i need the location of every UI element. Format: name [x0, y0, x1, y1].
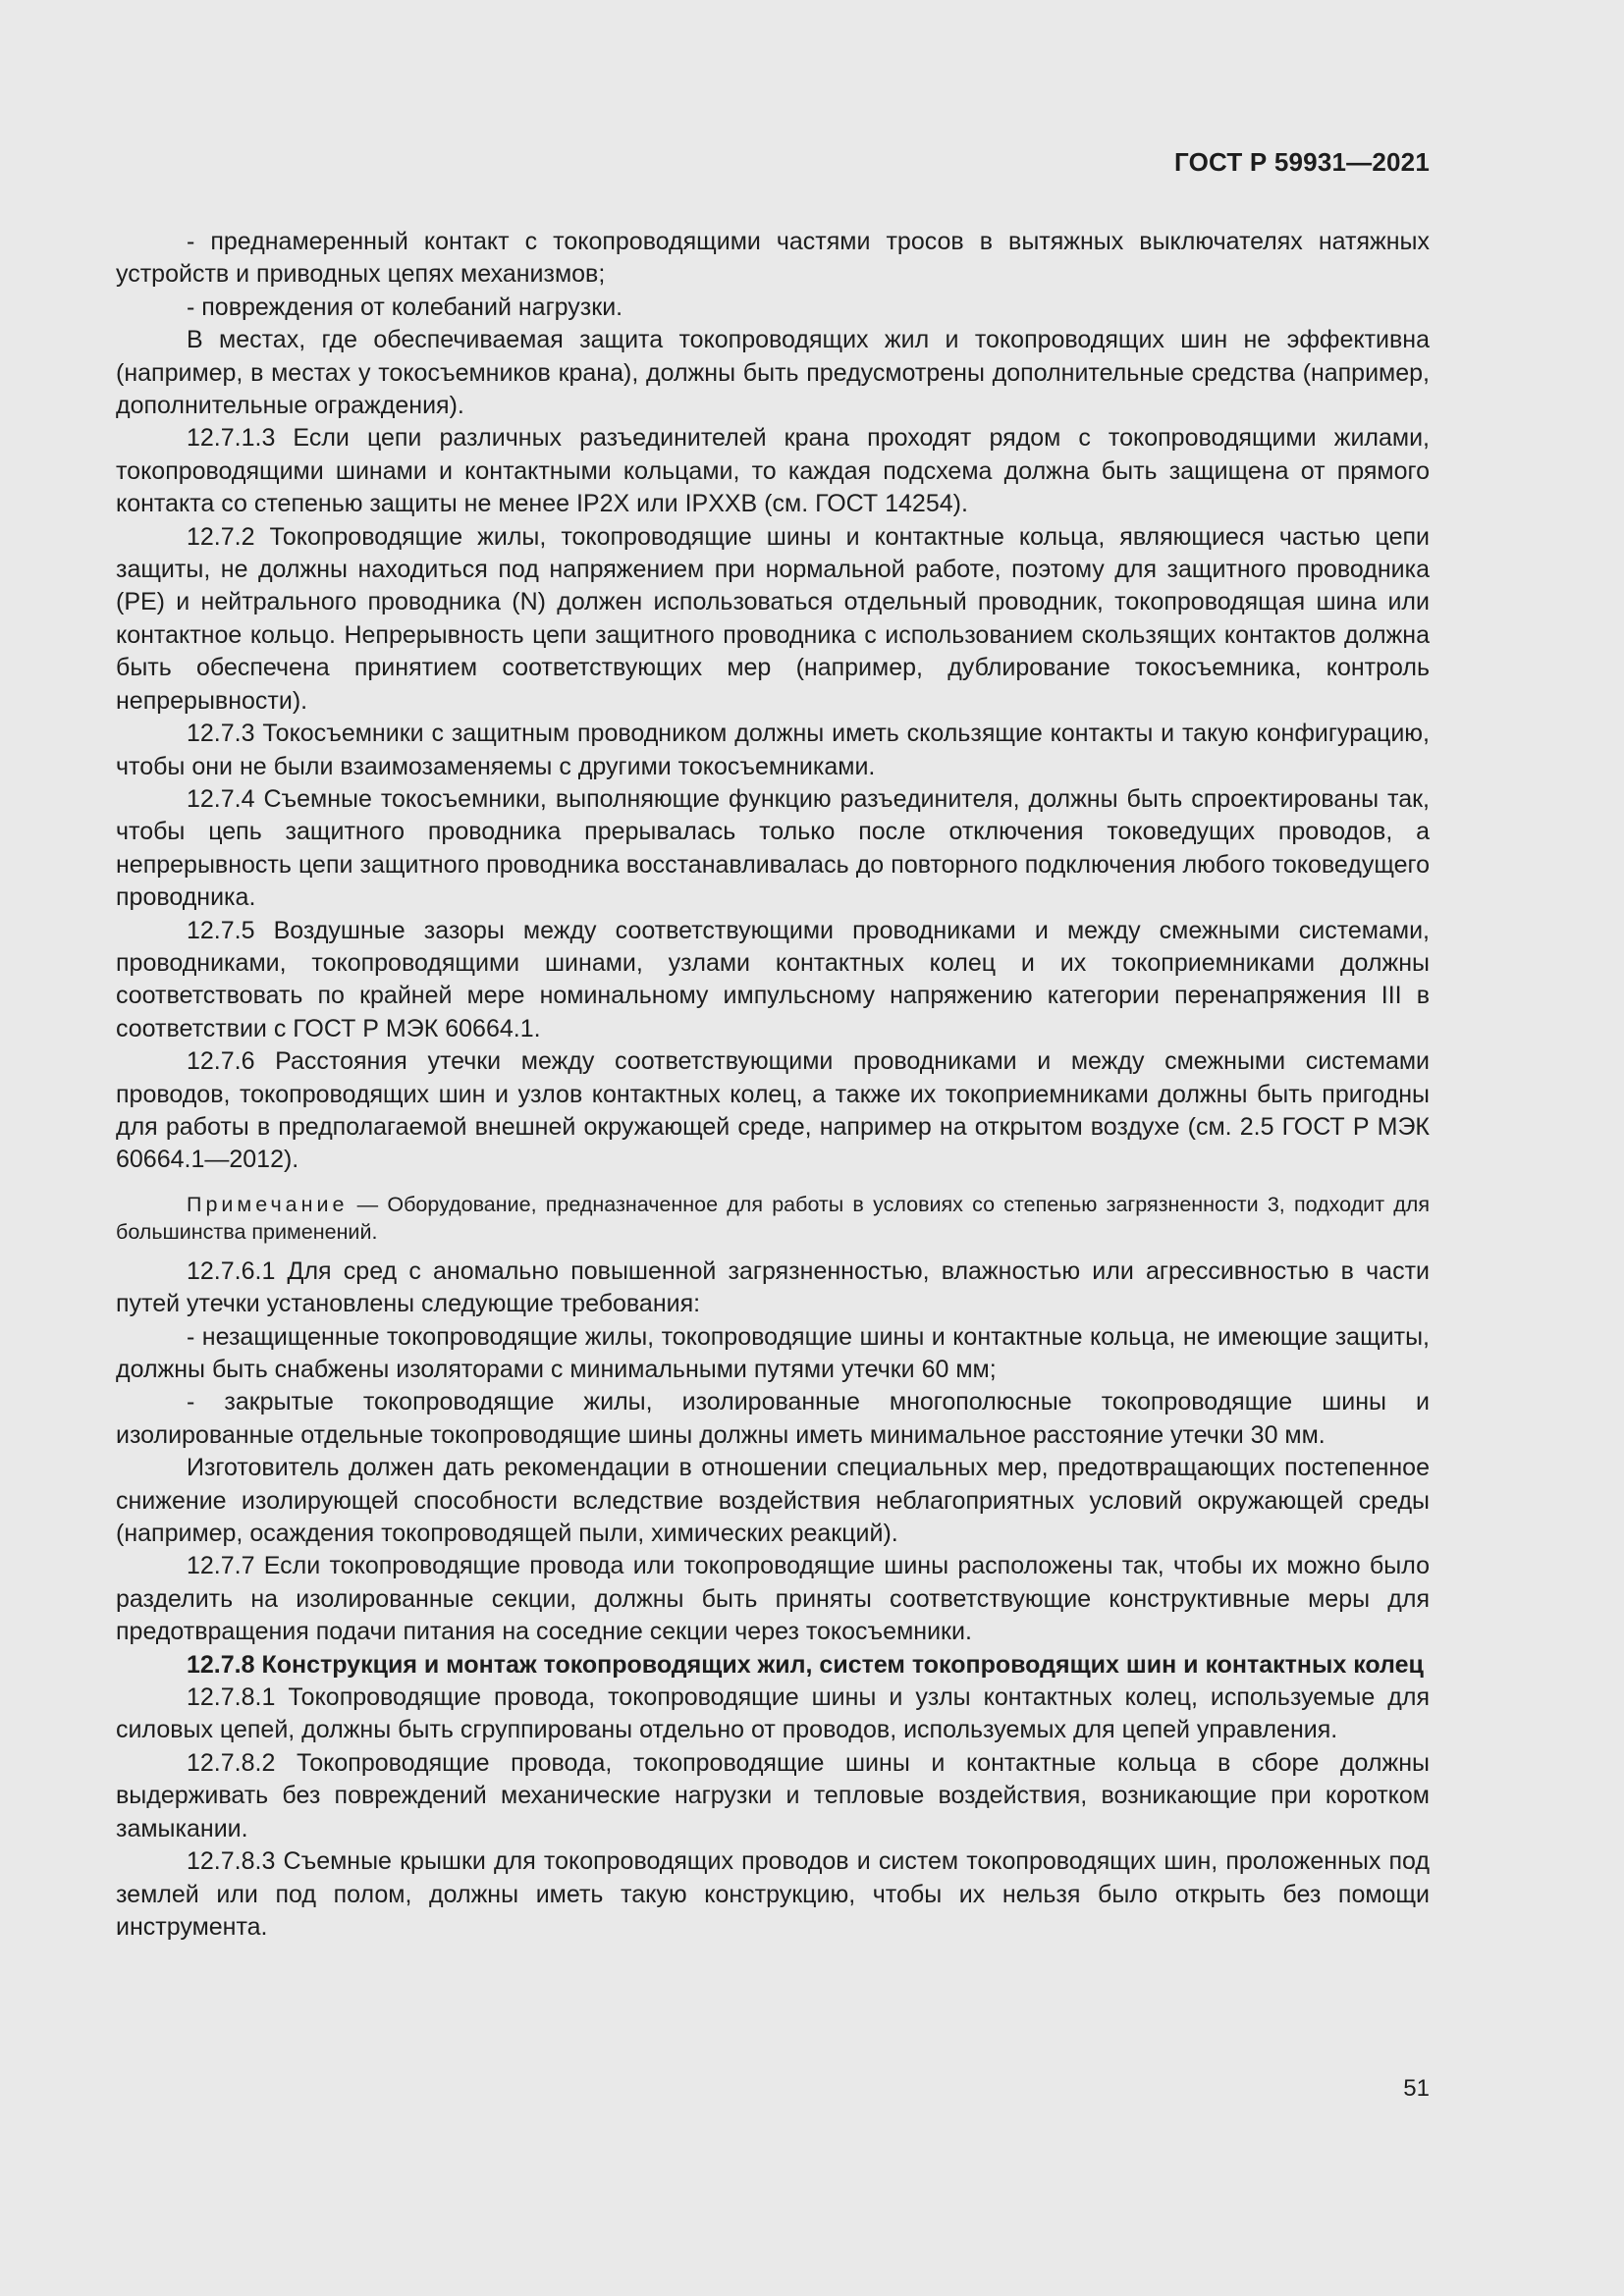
paragraph: - преднамеренный контакт с токопроводящими частями тросов в вытяжных выключателях натяжных устройств и приводных цепях механизмов; [116, 228, 1430, 289]
paragraph: - закрытые токопроводящие жилы, изолированные многополюсные токопроводящие шины и изолированные отдельные токопроводящие шины должны иметь минимальное расстояние утечки 30 мм. [116, 1388, 1430, 1449]
note [116, 1191, 1430, 1246]
note-text: — Оборудование, предназначенное для работы в условиях со степенью загрязненности 3, подходит для большинства применений. [116, 1192, 1430, 1244]
paragraph: 12.7.8.1 Токопроводящие провода, токопроводящие шины и узлы контактных колец, используемые для силовых цепей, должны быть сгруппированы отдельно от проводов, используемых для цепей управления. [116, 1683, 1430, 1744]
paragraph: 12.7.4 Съемные токосъемники, выполняющие функцию разъединителя, должны быть спроектированы так, чтобы цепь защитного проводника прерывалась только после отключения токоведущих проводов, а непрерывность цепи защитного проводника восстанавливалась до повторного подключения любого токоведущего проводника. [116, 784, 1430, 912]
paragraph: 12.7.3 Токосъемники с защитным проводником должны иметь скользящие контакты и такую конфигурацию, чтобы они не были взаимозаменяемы с другими токосъемниками. [116, 720, 1430, 780]
note-label: Примечание [187, 1192, 349, 1216]
page-number: 51 [1403, 2075, 1430, 2102]
paragraph: 12.7.2 Токопроводящие жилы, токопроводящие шины и контактные кольца, являющиеся частью цепи защиты, не должны находиться под напряжением при нормальной работе, поэтому для защитного проводника (PE) и нейтрального проводника (N) должен использоваться отдельный проводник, токопроводящая шина или контактное кольцо. Непрерывность цепи защитного проводника с использованием скользящих контактов должна быть обеспечена принятием соответствующих мер (например, дублирование токосъемника, контроль непрерывности). [116, 522, 1430, 715]
paragraph: 12.7.5 Воздушные зазоры между соответствующими проводниками и между смежными системами, проводниками, токопроводящими шинами, узлами контактных колец и их токоприемниками должны соответствовать по крайней мере номинальному импульсному напряжению категории перенапряжения III в соответствии с ГОСТ Р МЭК 60664.1. [116, 916, 1430, 1042]
paragraph: 12.7.6.1 Для сред с аномально повышенной загрязненностью, влажностью или агрессивностью в части путей утечки установлены следующие требования: [116, 1256, 1430, 1318]
paragraph: 12.7.1.3 Если цепи различных разъединителей крана проходят рядом с токопроводящими жилами, токопроводящими шинами и контактными кольцами, то каждая подсхема должна быть защищена от прямого контакта со степенью защиты не менее IP2X или IPXXB (см. ГОСТ 14254). [116, 424, 1430, 518]
paragraph: 12.7.8.2 Токопроводящие провода, токопроводящие шины и контактные кольца в сборе должны выдерживать без повреждений механические нагрузки и тепловые воздействия, возникающие при коротком замыкании. [116, 1748, 1430, 1842]
document-body [116, 226, 1430, 1944]
document-header: ГОСТ Р 59931—2021 [1174, 147, 1430, 177]
paragraph: 12.7.8.3 Съемные крышки для токопроводящих проводов и систем токопроводящих шин, проложенных под землей или под полом, должны иметь такую конструкцию, чтобы их нельзя было открыть без помощи инструмента. [116, 1847, 1430, 1941]
paragraph: - повреждения от колебаний нагрузки. [187, 293, 623, 321]
paragraph: Изготовитель должен дать рекомендации в отношении специальных мер, предотвращающих постепенное снижение изолирующей способности вследствие воздействия неблагоприятных условий окружающей среды (например, осаждения токопроводящей пыли, химических реакций). [116, 1454, 1430, 1548]
paragraph: 12.7.6 Расстояния утечки между соответствующими проводниками и между смежными системами проводов, токопроводящих шин и узлов контактных колец, а также их токоприемниками должны быть пригодны для работы в предполагаемой внешней окружающей среде, например на открытом воздухе (см. 2.5 ГОСТ Р МЭК 60664.1—2012). [116, 1047, 1430, 1174]
paragraph: - незащищенные токопроводящие жилы, токопроводящие шины и контактные кольца, не имеющие защиты, должны быть снабжены изоляторами с минимальными путями утечки 60 мм; [116, 1322, 1430, 1383]
paragraph: В местах, где обеспечиваемая защита токопроводящих жил и токопроводящих шин не эффективна (например, в местах у токосъемников крана), должны быть предусмотрены дополнительные средства (например, дополнительные ограждения). [116, 326, 1430, 420]
paragraph: 12.7.7 Если токопроводящие провода или токопроводящие шины расположены так, чтобы их можно было разделить на изолированные секции, должны быть приняты соответствующие конструктивные меры для предотвращения подачи питания на соседние секции через токосъемники. [116, 1552, 1430, 1646]
section-heading: 12.7.8 Конструкция и монтаж токопроводящих жил, систем токопроводящих шин и контактных колец [187, 1650, 1424, 1679]
